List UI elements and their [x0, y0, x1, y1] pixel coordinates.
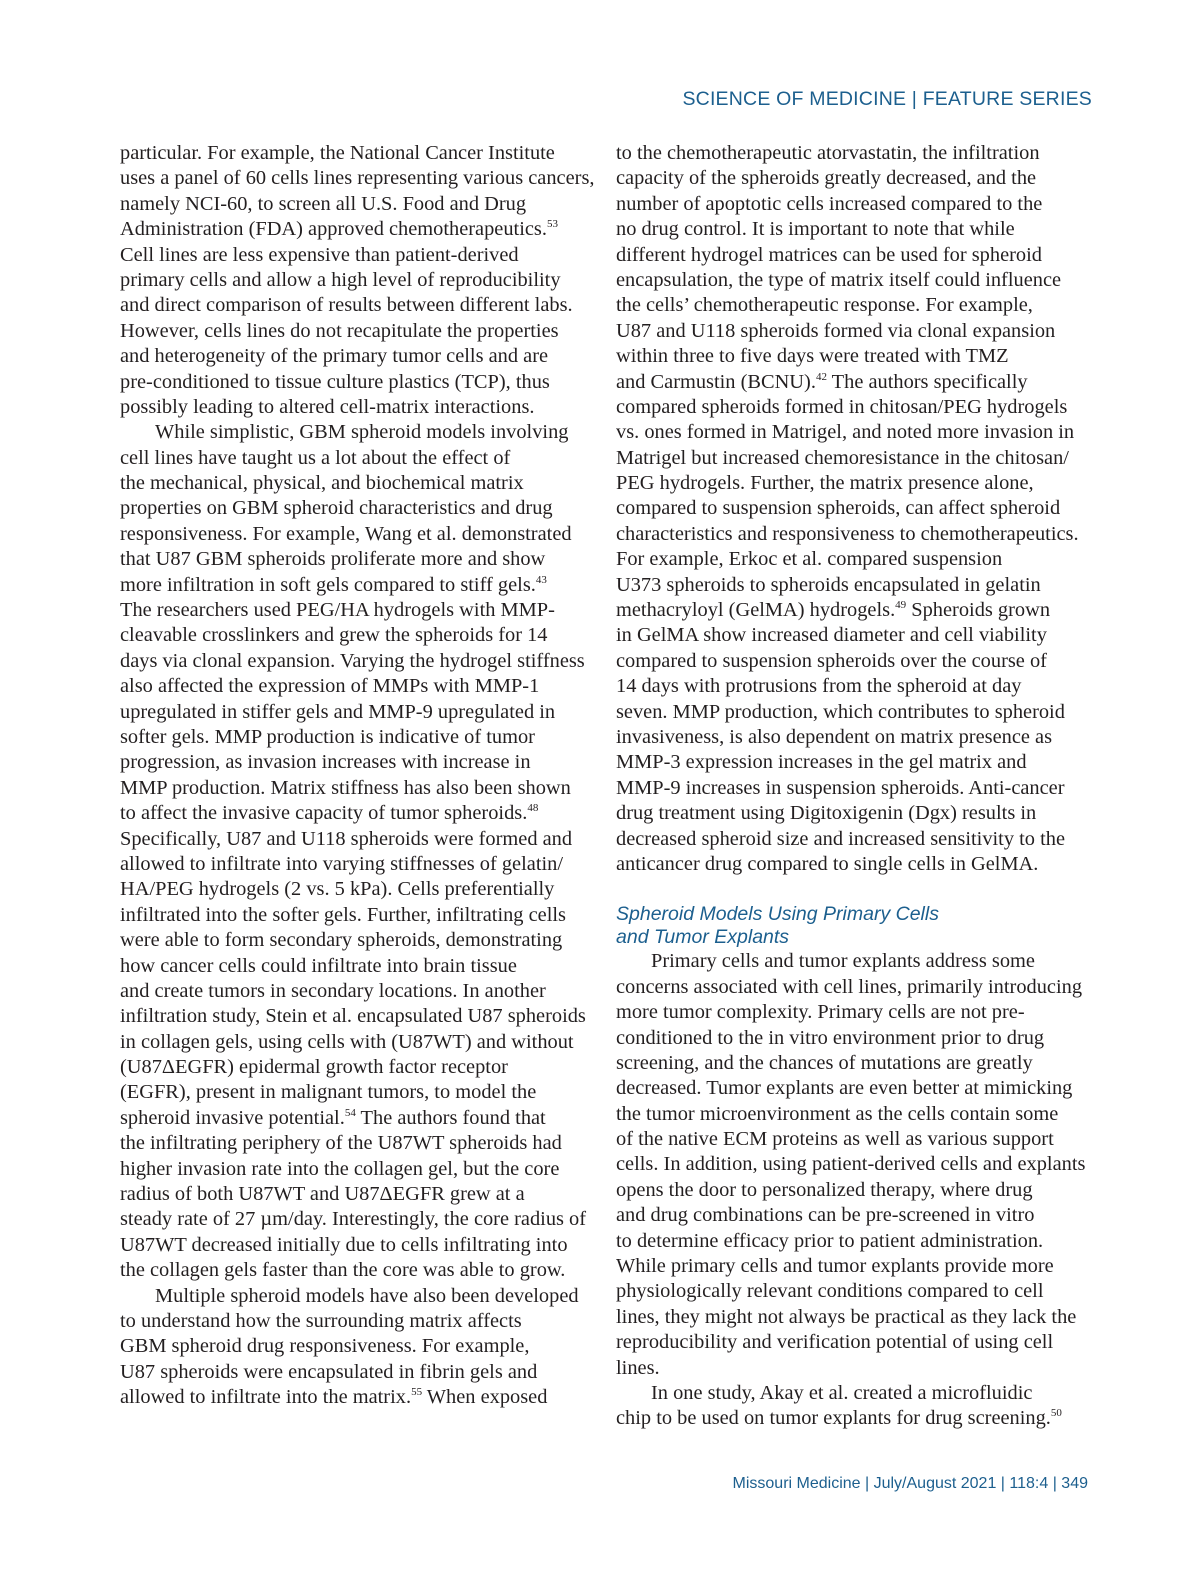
- text-line: [120, 1131, 596, 1156]
- text-line: [120, 344, 596, 369]
- text-line: [120, 420, 596, 445]
- right-column: [616, 141, 1094, 1432]
- text-line: [120, 243, 596, 268]
- line-text: concerns associated with cell lines, primarily introducing: [616, 975, 1083, 998]
- text-line: [120, 547, 596, 572]
- line-text: encapsulation, the type of matrix itself could influence: [616, 268, 1062, 291]
- text-line: [120, 1309, 596, 1334]
- line-text: invasiveness, is also dependent on matrix presence as: [616, 725, 1053, 748]
- line-text: softer gels. MMP production is indicative of tumor: [120, 725, 535, 748]
- text-line: [120, 1080, 596, 1105]
- text-line: [616, 1229, 1094, 1254]
- line-text: the collagen gels faster than the core was able to grow.: [120, 1259, 566, 1282]
- line-text: However, cells lines do not recapitulate the properties: [120, 319, 559, 342]
- text-line: [616, 166, 1094, 191]
- line-text: compared to suspension spheroids over the course of: [616, 649, 1047, 672]
- text-line: [120, 700, 596, 725]
- text-line: [120, 1004, 596, 1029]
- line-text: number of apoptotic cells increased compared to the: [616, 192, 1043, 215]
- text-line: [616, 1305, 1094, 1330]
- line-text: chip to be used on tumor explants for drug screening.: [616, 1407, 1051, 1430]
- text-line: [120, 1182, 596, 1207]
- line-text: MMP-9 increases in suspension spheroids. Anti-cancer: [616, 776, 1065, 799]
- text-line: [120, 801, 596, 826]
- line-text: to determine efficacy prior to patient administration.: [616, 1229, 1044, 1252]
- text-line: [616, 243, 1094, 268]
- text-line: [616, 293, 1094, 318]
- line-text: and heterogeneity of the primary tumor cells and are: [120, 345, 549, 368]
- line-text: While simplistic, GBM spheroid models involving: [155, 421, 569, 444]
- text-line: [616, 1356, 1094, 1381]
- citation-superscript: 49: [895, 599, 907, 612]
- text-line: [120, 1055, 596, 1080]
- text-line: [120, 522, 596, 547]
- text-line: [120, 852, 596, 877]
- text-line: [616, 949, 1094, 974]
- text-line: [120, 370, 596, 395]
- text-line: [616, 674, 1094, 699]
- left-column: [120, 141, 596, 1411]
- text-line: [120, 954, 596, 979]
- line-text: MMP-3 expression increases in the gel matrix and: [616, 751, 1027, 774]
- line-text: opens the door to personalized therapy, where drug: [616, 1178, 1033, 1201]
- text-line: [616, 801, 1094, 826]
- text-line: [616, 192, 1094, 217]
- line-text: anticancer drug compared to single cells in GelMA.: [616, 852, 1039, 875]
- line-text: pre-conditioned to tissue culture plastics (TCP), thus: [120, 370, 550, 393]
- section-heading-line-1: Spheroid Models Using Primary Cells: [616, 903, 939, 926]
- line-text: GBM spheroid drug responsiveness. For example,: [120, 1335, 530, 1358]
- line-text: lines.: [616, 1356, 660, 1379]
- line-text: 14 days with protrusions from the spheroid at day: [616, 675, 1022, 698]
- text-line: [616, 975, 1094, 1000]
- text-line: [120, 750, 596, 775]
- line-text: MMP production. Matrix stiffness has also been shown: [120, 776, 571, 799]
- text-line: [120, 446, 596, 471]
- text-line: [120, 496, 596, 521]
- line-text: infiltrated into the softer gels. Further, infiltrating cells: [120, 903, 566, 926]
- text-line: [616, 217, 1094, 242]
- line-text: HA/PEG hydrogels (2 vs. 5 kPa). Cells preferentially: [120, 878, 555, 901]
- line-text: allowed to infiltrate into the matrix.: [120, 1386, 412, 1409]
- line-text: conditioned to the in vitro environment prior to drug: [616, 1026, 1045, 1049]
- text-line: [616, 471, 1094, 496]
- line-text: to affect the invasive capacity of tumor spheroids.: [120, 802, 528, 825]
- line-text: U87 spheroids were encapsulated in fibrin gels and: [120, 1360, 538, 1383]
- line-text: While primary cells and tumor explants provide more: [616, 1255, 1054, 1278]
- text-line: [120, 395, 596, 420]
- line-text: (EGFR), present in malignant tumors, to model the: [120, 1081, 537, 1104]
- line-text-continued: The authors found that: [355, 1106, 546, 1129]
- line-text: steady rate of 27 µm/day. Interestingly, the core radius of: [120, 1208, 587, 1231]
- text-line: [616, 700, 1094, 725]
- line-text: decreased spheroid size and increased sensitivity to the: [616, 827, 1066, 850]
- line-text: U373 spheroids to spheroids encapsulated in gelatin: [616, 573, 1041, 596]
- text-line: [120, 293, 596, 318]
- line-text: U87WT decreased initially due to cells infiltrating into: [120, 1233, 568, 1256]
- text-line: [120, 649, 596, 674]
- text-line: [120, 471, 596, 496]
- line-text: seven. MMP production, which contributes to spheroid: [616, 700, 1065, 723]
- line-text: Primary cells and tumor explants address some: [651, 950, 1035, 973]
- line-text: particular. For example, the National Cancer Institute: [120, 142, 555, 164]
- citation-superscript: 53: [546, 218, 558, 231]
- citation-superscript: 42: [815, 370, 827, 383]
- line-text: more tumor complexity. Primary cells are not pre-: [616, 1001, 1025, 1024]
- text-line: [120, 1284, 596, 1309]
- citation-superscript: 55: [411, 1386, 423, 1399]
- line-text: how cancer cells could infiltrate into brain tissue: [120, 954, 517, 977]
- text-line: [616, 750, 1094, 775]
- text-line: [120, 1233, 596, 1258]
- right-column-body-top: [616, 141, 1094, 877]
- text-line: [616, 1330, 1094, 1355]
- text-line: [120, 192, 596, 217]
- line-text: Multiple spheroid models have also been developed: [155, 1284, 579, 1307]
- line-text: the infiltrating periphery of the U87WT spheroids had: [120, 1132, 562, 1155]
- line-text: no drug control. It is important to note that while: [616, 218, 1015, 241]
- line-text: of the native ECM proteins as well as various support: [616, 1128, 1054, 1151]
- text-line: [120, 623, 596, 648]
- text-line: [120, 1258, 596, 1283]
- line-text: lines, they might not always be practical as they lack the: [616, 1305, 1077, 1328]
- line-text: (U87ΔEGFR) epidermal growth factor receptor: [120, 1056, 508, 1079]
- text-line: [120, 268, 596, 293]
- text-line: [616, 1406, 1094, 1431]
- section-gap: [616, 877, 1094, 903]
- text-line: [616, 1381, 1094, 1406]
- text-line: [616, 446, 1094, 471]
- line-text: primary cells and allow a high level of reproducibility: [120, 268, 561, 291]
- text-line: [120, 141, 596, 166]
- text-line: [120, 1157, 596, 1182]
- line-text: higher invasion rate into the collagen gel, but the core: [120, 1157, 560, 1180]
- line-text: different hydrogel matrices can be used for spheroid: [616, 243, 1042, 266]
- citation-superscript: 54: [344, 1106, 356, 1119]
- text-line: [616, 649, 1094, 674]
- line-text: that U87 GBM spheroids proliferate more and show: [120, 548, 546, 571]
- line-text: the tumor microenvironment as the cells contain some: [616, 1102, 1059, 1125]
- text-line: [120, 166, 596, 191]
- text-line: [120, 776, 596, 801]
- text-line: [120, 598, 596, 623]
- text-line: [120, 1207, 596, 1232]
- text-line: [616, 1026, 1094, 1051]
- text-line: [120, 1334, 596, 1359]
- text-line: [120, 674, 596, 699]
- line-text: decreased. Tumor explants are even better at mimicking: [616, 1077, 1073, 1100]
- text-line: [120, 827, 596, 852]
- text-line: [616, 141, 1094, 166]
- text-line: [120, 979, 596, 1004]
- section-heading-line-2: and Tumor Explants: [616, 926, 790, 949]
- line-text-continued: Spheroids grown: [906, 599, 1051, 622]
- line-text: PEG hydrogels. Further, the matrix presence alone,: [616, 472, 1034, 495]
- line-text: For example, Erkoc et al. compared suspension: [616, 548, 1003, 571]
- line-text: in collagen gels, using cells with (U87WT) and without: [120, 1030, 574, 1053]
- text-line: [616, 319, 1094, 344]
- line-text: the cells’ chemotherapeutic response. For example,: [616, 294, 1033, 317]
- line-text: reproducibility and verification potential of using cell: [616, 1331, 1054, 1354]
- line-text: cells. In addition, using patient-derived cells and explants: [616, 1153, 1086, 1176]
- citation-superscript: 50: [1050, 1407, 1062, 1420]
- line-text: were able to form secondary spheroids, demonstrating: [120, 929, 563, 952]
- line-text: In one study, Akay et al. created a microfluidic: [651, 1381, 1033, 1404]
- line-text: compared to suspension spheroids, can affect spheroid: [616, 497, 1061, 520]
- text-line: [616, 344, 1094, 369]
- text-line: [120, 1360, 596, 1385]
- text-line: [120, 1030, 596, 1055]
- line-text: and drug combinations can be pre-screened in vitro: [616, 1204, 1035, 1227]
- text-line: [616, 395, 1094, 420]
- line-text: cleavable crosslinkers and grew the spheroids for 14: [120, 624, 548, 647]
- line-text: physiologically relevant conditions compared to cell: [616, 1280, 1044, 1303]
- text-line: [616, 827, 1094, 852]
- line-text: the mechanical, physical, and biochemical matrix: [120, 472, 524, 495]
- line-text: screening, and the chances of mutations are greatly: [616, 1051, 1033, 1074]
- citation-superscript: 48: [527, 802, 539, 815]
- text-line: [120, 319, 596, 344]
- line-text: uses a panel of 60 cells lines representing various cancers,: [120, 167, 595, 190]
- line-text: capacity of the spheroids greatly decreased, and the: [616, 167, 1037, 190]
- text-line: [120, 877, 596, 902]
- text-line: [616, 852, 1094, 877]
- line-text: drug treatment using Digitoxigenin (Dgx) results in: [616, 802, 1037, 825]
- text-line: [616, 1178, 1094, 1203]
- line-text: to the chemotherapeutic atorvastatin, the infiltration: [616, 142, 1040, 164]
- text-line: [120, 1106, 596, 1131]
- line-text: characteristics and responsiveness to chemotherapeutics.: [616, 522, 1079, 545]
- line-text: responsiveness. For example, Wang et al. demonstrated: [120, 522, 572, 545]
- text-line: [120, 1385, 596, 1410]
- citation-superscript: 43: [535, 573, 547, 586]
- line-text: properties on GBM spheroid characteristics and drug: [120, 497, 553, 520]
- line-text: infiltration study, Stein et al. encapsulated U87 spheroids: [120, 1005, 586, 1028]
- line-text: The researchers used PEG/HA hydrogels with MMP-: [120, 599, 555, 622]
- line-text: methacryloyl (GelMA) hydrogels.: [616, 599, 896, 622]
- line-text: Specifically, U87 and U118 spheroids were formed and: [120, 827, 573, 850]
- text-line: [120, 725, 596, 750]
- line-text: days via clonal expansion. Varying the hydrogel stiffness: [120, 649, 585, 672]
- line-text: and Carmustin (BCNU).: [616, 370, 816, 393]
- line-text-continued: When exposed: [422, 1386, 548, 1409]
- line-text: progression, as invasion increases with increase in: [120, 751, 531, 774]
- line-text: possibly leading to altered cell-matrix interactions.: [120, 395, 535, 418]
- text-line: [616, 623, 1094, 648]
- text-line: [616, 522, 1094, 547]
- line-text: compared spheroids formed in chitosan/PEG hydrogels: [616, 395, 1068, 418]
- text-line: [120, 217, 596, 242]
- line-text: Matrigel but increased chemoresistance in the chitosan/: [616, 446, 1069, 469]
- text-line: [616, 547, 1094, 572]
- line-text: and direct comparison of results between different labs.: [120, 294, 573, 317]
- line-text: more infiltration in soft gels compared to stiff gels.: [120, 573, 536, 596]
- text-line: [120, 573, 596, 598]
- line-text: namely NCI-60, to screen all U.S. Food and Drug: [120, 192, 527, 215]
- running-head: SCIENCE OF MEDICINE | FEATURE SERIES: [682, 88, 1092, 110]
- text-line: [616, 776, 1094, 801]
- text-line: [120, 928, 596, 953]
- text-line: [120, 903, 596, 928]
- line-text: radius of both U87WT and U87ΔEGFR grew at a: [120, 1183, 525, 1206]
- text-line: [616, 420, 1094, 445]
- text-line: [616, 1152, 1094, 1177]
- line-text: allowed to infiltrate into varying stiffnesses of gelatin/: [120, 852, 564, 875]
- text-line: [616, 1000, 1094, 1025]
- text-line: [616, 370, 1094, 395]
- text-line: [616, 268, 1094, 293]
- line-text-continued: The authors specifically: [826, 370, 1028, 393]
- text-line: [616, 1051, 1094, 1076]
- text-line: [616, 1102, 1094, 1127]
- line-text: also affected the expression of MMPs with MMP-1: [120, 675, 540, 698]
- line-text: within three to five days were treated with TMZ: [616, 345, 1009, 368]
- page-footer: Missouri Medicine | July/August 2021 | 118:4 | 349: [732, 1475, 1088, 1492]
- text-line: [616, 1127, 1094, 1152]
- line-text: in GelMA show increased diameter and cell viability: [616, 624, 1047, 647]
- text-line: [616, 1076, 1094, 1101]
- text-line: [616, 725, 1094, 750]
- text-line: [616, 1203, 1094, 1228]
- right-column-body-bottom: [616, 949, 1094, 1431]
- line-text: upregulated in stiffer gels and MMP-9 upregulated in: [120, 700, 556, 723]
- line-text: to understand how the surrounding matrix affects: [120, 1309, 522, 1332]
- text-line: [616, 598, 1094, 623]
- line-text: vs. ones formed in Matrigel, and noted more invasion in: [616, 421, 1075, 444]
- text-line: [616, 1279, 1094, 1304]
- text-line: [616, 496, 1094, 521]
- line-text: cell lines have taught us a lot about the effect of: [120, 446, 511, 469]
- line-text: Cell lines are less expensive than patient-derived: [120, 243, 519, 266]
- line-text: U87 and U118 spheroids formed via clonal expansion: [616, 319, 1056, 342]
- text-line: [616, 1254, 1094, 1279]
- text-line: [616, 573, 1094, 598]
- line-text: and create tumors in secondary locations. In another: [120, 979, 546, 1002]
- line-text: Administration (FDA) approved chemotherapeutics.: [120, 218, 547, 241]
- line-text: spheroid invasive potential.: [120, 1106, 345, 1129]
